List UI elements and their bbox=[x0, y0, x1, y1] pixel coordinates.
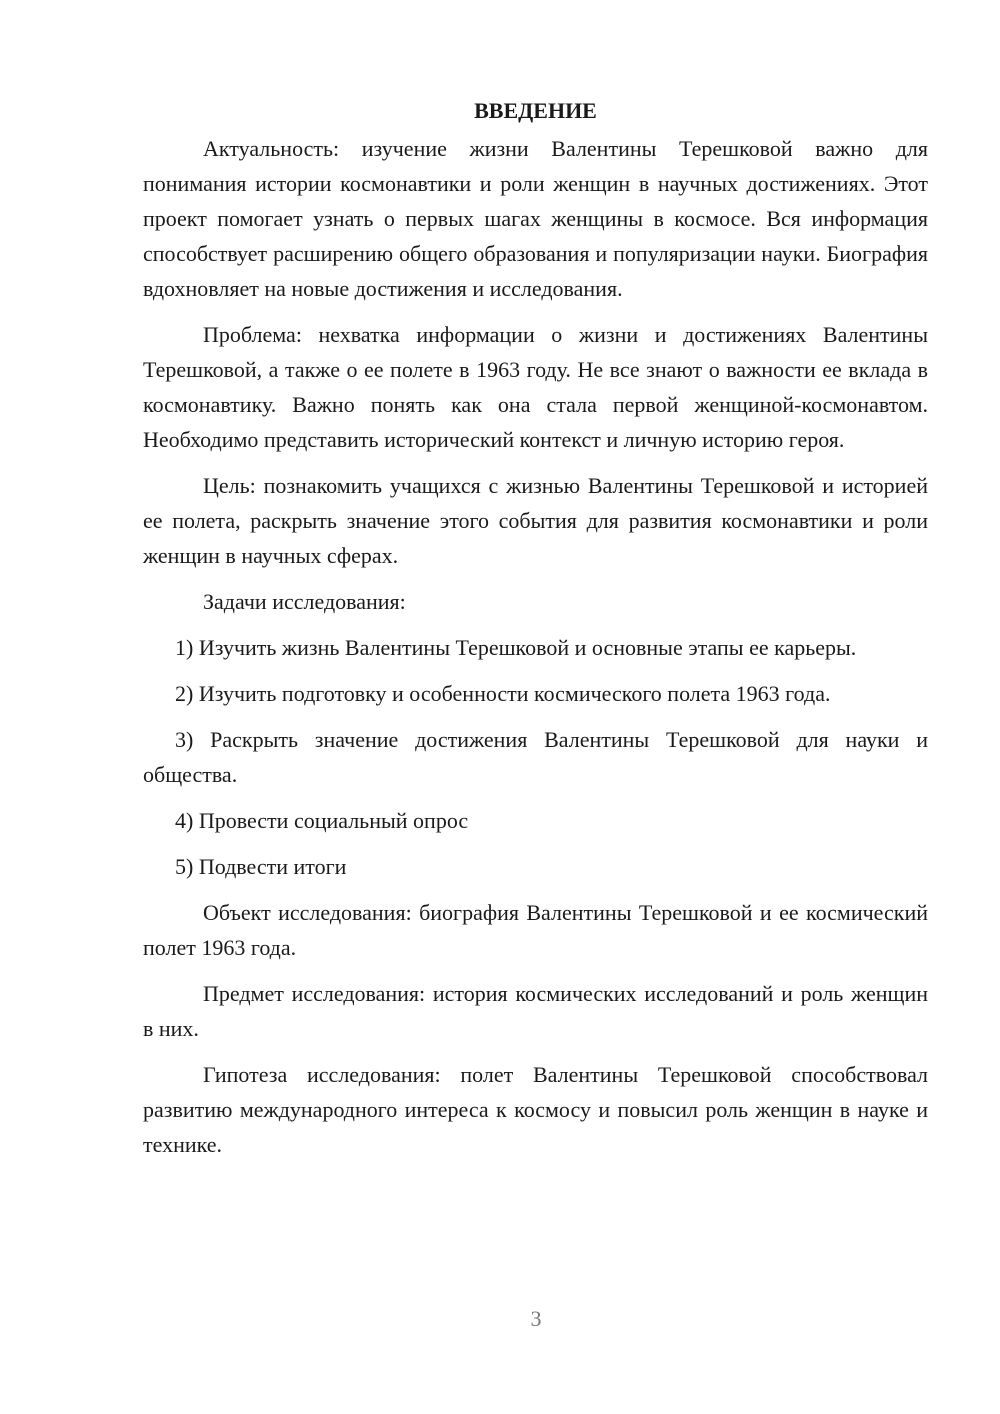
task-item: 5) Подвести итоги bbox=[175, 854, 347, 879]
page-number: 3 bbox=[530, 1306, 542, 1331]
paragraph-subject: Предмет исследования: история космических исследований и роль женщин в них. bbox=[143, 981, 928, 1041]
task-item: 1) Изучить жизнь Валентины Терешковой и основные этапы ее карьеры. bbox=[175, 635, 857, 660]
tasks-title: Задачи исследования: bbox=[203, 589, 406, 614]
paragraph-goal: Цель: познакомить учащихся с жизнью Валентины Терешковой и историей ее полета, раскрыть значение этого события для развития космонавтики и роли женщин в научных сферах. bbox=[143, 473, 928, 568]
task-item: 4) Провести социальный опрос bbox=[175, 808, 469, 833]
section-heading: ВВЕДЕНИЕ bbox=[474, 98, 597, 123]
paragraph-object: Объект исследования: биография Валентины Терешковой и ее космический полет 1963 года. bbox=[143, 900, 928, 960]
paragraph-problem: Проблема: нехватка информации о жизни и достижениях Валентины Терешковой, а также о ее полете в 1963 году. Не все знают о важности ее вклада в космонавтику. Важно понять как она стала первой женщиной-космонавтом. Необходимо представить исторический контекст и личную историю героя. bbox=[143, 322, 928, 452]
paragraph-relevance: Актуальность: изучение жизни Валентины Терешковой важно для понимания истории космонавтики и роли женщин в научных достижениях. Этот проект помогает узнать о первых шагах женщины в космосе. Вся информация способствует расширению общего образования и популяризации науки. Биография вдохновляет на новые достижения и исследования. bbox=[143, 136, 928, 301]
task-item: 3) Раскрыть значение достижения Валентины Терешковой для науки и общества. bbox=[143, 727, 928, 787]
task-item: 2) Изучить подготовку и особенности космического полета 1963 года. bbox=[175, 681, 831, 706]
paragraph-hypothesis: Гипотеза исследования: полет Валентины Терешковой способствовал развитию международного интереса к космосу и повысил роль женщин в науке и технике. bbox=[143, 1062, 928, 1157]
page-content bbox=[143, 93, 928, 1173]
